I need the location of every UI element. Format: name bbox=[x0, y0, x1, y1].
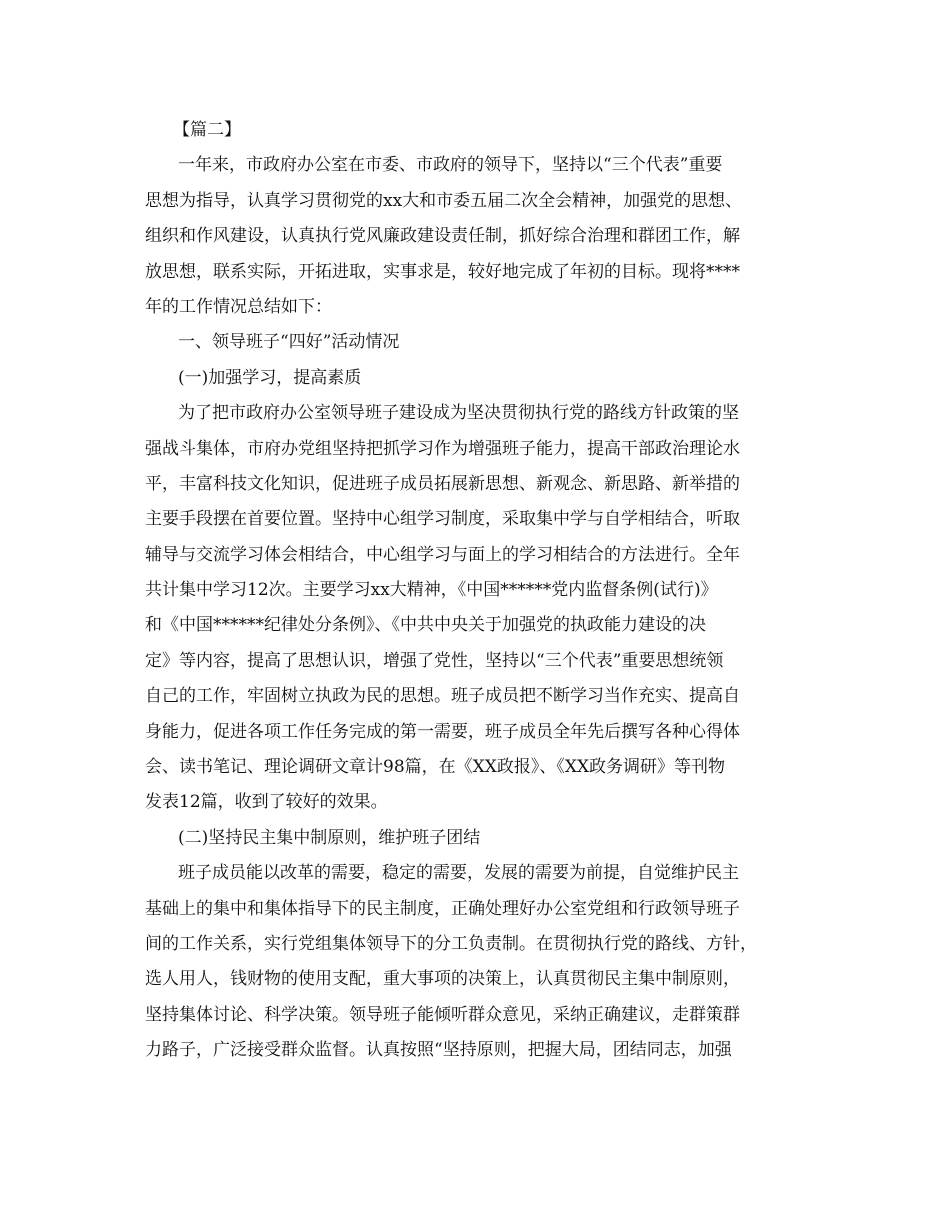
paragraph-line: 强战斗集体，市府办党组坚持把抓学习作为增强班子能力，提高干部政治理论水 bbox=[145, 438, 740, 459]
paragraph-line: 辅导与交流学习体会相结合，中心组学习与面上的学习相结合的方法进行。全年 bbox=[145, 544, 740, 565]
paragraph-line: 一年来，市政府办公室在市委、市政府的领导下，坚持以“三个代表”重要 bbox=[178, 155, 723, 176]
paragraph-line: 和《中国******纪律处分条例》、《中共中央关于加强党的执政能力建设的决 bbox=[145, 615, 706, 636]
paragraph-line: 年的工作情况总结如下： bbox=[145, 296, 332, 317]
heading-level-2: (二)坚持民主集中制原则，维护班子团结 bbox=[178, 827, 481, 848]
document-body bbox=[145, 113, 815, 1069]
paragraph-line: 班子成员能以改革的需要，稳定的需要，发展的需要为前提，自觉维护民主 bbox=[178, 863, 739, 884]
paragraph-line: 基础上的集中和集体指导下的民主制度，正确处理好办公室党组和行政领导班子 bbox=[145, 898, 740, 919]
paragraph-line: 放思想，联系实际，开拓进取，实事求是，较好地完成了年初的目标。现将**** bbox=[145, 261, 740, 282]
paragraph-line: 间的工作关系，实行党组集体领导下的分工负责制。在贯彻执行党的路线、方针， bbox=[145, 933, 757, 954]
paragraph-line: 发表12篇，收到了较好的效果。 bbox=[145, 792, 388, 813]
paragraph-line: 定》等内容，提高了思想认识，增强了党性，坚持以“三个代表”重要思想统领 bbox=[145, 650, 724, 671]
paragraph-line: 自己的工作，牢固树立执政为民的思想。班子成员把不断学习当作充实、提高自 bbox=[145, 686, 740, 707]
paragraph-line: 为了把市政府办公室领导班子建设成为坚决贯彻执行党的路线方针政策的坚 bbox=[178, 403, 739, 424]
paragraph-line: 组织和作风建设，认真执行党风廉政建设责任制，抓好综合治理和群团工作，解 bbox=[145, 226, 740, 247]
paragraph-line: 选人用人，钱财物的使用支配，重大事项的决策上，认真贯彻民主集中制原则， bbox=[145, 969, 740, 990]
paragraph-line: 平，丰富科技文化知识，促进班子成员拓展新思想、新观念、新思路、新举措的 bbox=[145, 473, 740, 494]
heading-level-1: 一、领导班子“四好”活动情况 bbox=[178, 332, 400, 353]
paragraph-line: 思想为指导，认真学习贯彻党的xx大和市委五届二次全会精神，加强党的思想、 bbox=[145, 190, 743, 211]
paragraph-line: 共计集中学习12次。主要学习xx大精神，《中国******党内监督条例(试行)》 bbox=[145, 580, 718, 601]
paragraph-line: 主要手段摆在首要位置。坚持中心组学习制度，采取集中学与自学相结合，听取 bbox=[145, 509, 740, 530]
heading-level-2: (一)加强学习，提高素质 bbox=[178, 367, 362, 388]
section-title: 【篇二】 bbox=[173, 120, 241, 140]
paragraph-line: 身能力，促进各项工作任务完成的第一需要，班子成员全年先后撰写各种心得体 bbox=[145, 721, 740, 742]
paragraph-line: 力路子，广泛接受群众监督。认真按照“坚持原则，把握大局，团结同志，加强 bbox=[145, 1040, 732, 1061]
paragraph-line: 会、读书笔记、理论调研文章计98篇，在《XX政报》、《XX政务调研》等刊物 bbox=[145, 757, 726, 778]
paragraph-line: 坚持集体讨论、科学决策。领导班子能倾听群众意见，采纳正确建议，走群策群 bbox=[145, 1004, 740, 1025]
